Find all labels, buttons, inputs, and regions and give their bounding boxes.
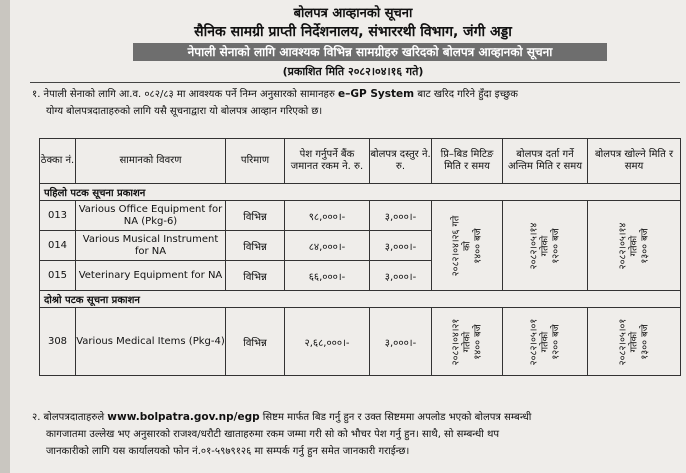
opening-suffix: गतेको (628, 331, 640, 352)
contract-no: 308 (40, 308, 76, 376)
quantity: विभिन्न (226, 201, 285, 231)
bolpatra-url[interactable]: www.bolpatra.gov.np/egp (107, 411, 260, 423)
registration-cell (503, 308, 588, 376)
header-prebid-meeting: प्रि–बिड मिटिङ मिति र समय (432, 139, 503, 184)
header-registration-deadline: बोलपत्र दर्ता गर्ने अन्तिम मिति र समय (503, 139, 588, 184)
bank-guarantee: २,६८,०००।- (285, 308, 370, 376)
prebid-suffix: को (461, 240, 473, 251)
footer-text-c: सिष्टम मार्फत बिड गर्नु हुन र उक्त सिष्टममा अपलोड भएको बोलपत्र सम्बन्धी (262, 412, 532, 423)
opening-date: २०८२।०५।०१ (617, 318, 629, 365)
registration-suffix: गतेको (539, 331, 551, 352)
item-description: Various Office Equipment for NA (Pkg-6) (76, 201, 226, 231)
opening-cell (588, 308, 681, 376)
quantity: विभिन्न (226, 261, 285, 291)
published-date: (प्रकाशित मिति २०८२।०४।१६ गते) (282, 65, 424, 78)
registration-time: १२०० बजे (550, 323, 562, 360)
header-description: सामानको विवरण (76, 139, 226, 184)
notice-banner: नेपाली सेनाको लागि आवश्यक विभिन्न सामग्रीहरु खरिदको बोलपत्र आव्हानको सूचना (133, 43, 607, 61)
divider (30, 82, 680, 83)
section-second-publication (40, 291, 681, 308)
tender-fee: ३,०००।- (370, 231, 432, 261)
intro-paragraph (32, 86, 682, 120)
tender-table (39, 138, 681, 376)
header-tender-fee: बोलपत्र दस्तुर ने. रु. (370, 139, 432, 184)
directorate-name: सैनिक सामग्री प्राप्ती निर्देशनालय, संभाररथी विभाग, जंगी अड्डा (194, 24, 512, 40)
table-row (40, 201, 681, 231)
header-bank-guarantee: पेश गर्नुपर्ने बैंक जमानत रकम ने. रु. (285, 139, 370, 184)
footer-paragraph (32, 409, 682, 460)
prebid-cell (432, 308, 503, 376)
registration-cell (503, 201, 588, 291)
prebid-suffix: गतेको (461, 331, 473, 352)
section-first-publication (40, 184, 681, 201)
item-description: Various Musical Instrument for NA (76, 231, 226, 261)
header-quantity: परिमाण (226, 139, 285, 184)
prebid-cell (432, 201, 503, 291)
intro-text-a: १. नेपाली सेनाको लागि आ.व. ०८२/८३ मा आवश्यक पर्ने निम्न अनुसारको सामानहरु (32, 89, 335, 100)
bank-guarantee: ९८,०००।- (285, 201, 370, 231)
contract-no: 015 (40, 261, 76, 291)
tender-fee: ३,०००।- (370, 261, 432, 291)
section-label: पहिलो पटक सूचना प्रकाशन (40, 184, 681, 201)
contract-no: 013 (40, 201, 76, 231)
bank-guarantee: ८४,०००।- (285, 231, 370, 261)
item-description: Various Medical Items (Pkg-4) (76, 308, 226, 376)
footer-text-a: २. बोलपत्रदाताहरुले (32, 412, 105, 423)
table-header-row (40, 139, 681, 184)
registration-time: १२०० बजे (550, 227, 562, 264)
prebid-date: २०८२।०४।२६ गते (450, 215, 462, 276)
contract-no: 014 (40, 231, 76, 261)
prebid-time: १४०० बजे (472, 323, 484, 360)
registration-date: २०८२।०५।०१ (528, 318, 540, 365)
tender-fee: ३,०००।- (370, 308, 432, 376)
footer-text-e: जानकारीको लागि यस कार्यालयको फोन नं.०१-५९७९१२६ मा सम्पर्क गर्नु हुन समेत जानकारी गराईन्छ। (46, 446, 410, 457)
egp-system-text: e–GP System (338, 88, 415, 100)
section-label: दोश्रो पटक सूचना प्रकाशन (40, 291, 681, 308)
table-row (40, 308, 681, 376)
intro-text-c: बाट खरिद गरिने हुँदा इच्छुक (417, 89, 518, 100)
registration-date: २०८२।०५।१४ (528, 222, 540, 269)
bank-guarantee: ६६,०००।- (285, 261, 370, 291)
prebid-time: १४०० बजे (472, 227, 484, 264)
opening-time: १३०० बजे (639, 323, 651, 360)
quantity: विभिन्न (226, 231, 285, 261)
intro-text-d: योग्य बोलपत्रदाताहरुको लागि यसै सूचनाद्वारा यो बोलपत्र आव्हान गरिएको छ। (46, 106, 323, 117)
tender-fee: ३,०००।- (370, 201, 432, 231)
opening-date: २०८२।०५।१४ (617, 222, 629, 269)
opening-suffix: गतेको (628, 235, 640, 256)
item-description: Veterinary Equipment for NA (76, 261, 226, 291)
registration-suffix: गतेको (539, 235, 551, 256)
opening-cell (588, 201, 681, 291)
prebid-date: २०८२।०४।२१ (450, 318, 462, 365)
header-opening-date: बोलपत्र खोल्ने मिति र समय (588, 139, 681, 184)
footer-text-d: कागजातमा उल्लेख भए अनुसारको राजश्व/धरौटी खाताहरुमा रकम जम्मा गरी सो को भौचर पेश गर्नु हुन। साथै, सो सम्बन्धी थप (46, 429, 500, 440)
opening-time: १३०० बजे (639, 227, 651, 264)
quantity: विभिन्न (226, 308, 285, 376)
header-contract-no: ठेक्का नं. (40, 139, 76, 184)
notice-title: बोलपत्र आव्हानको सूचना (293, 6, 413, 21)
